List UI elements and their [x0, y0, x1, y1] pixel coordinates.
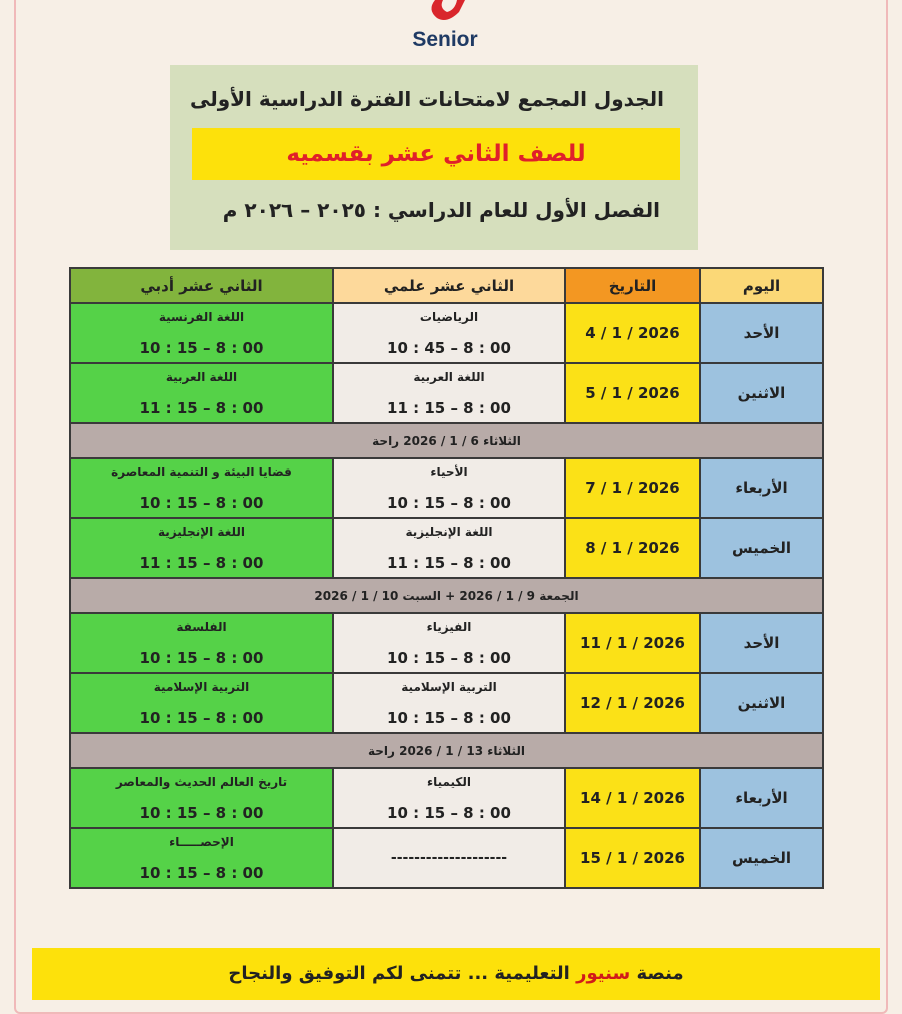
science-exam-cell [333, 363, 565, 423]
date-cell: 2026 / 1 / 4 [565, 303, 700, 363]
table-row [70, 613, 823, 673]
date-cell: 2026 / 1 / 11 [565, 613, 700, 673]
subject-name: اللغة العربية [165, 370, 238, 384]
subject-name: التربية الإسلامية [153, 680, 250, 694]
exam-schedule-table [69, 267, 824, 889]
subject-name: الكيمياء [426, 775, 472, 789]
day-cell: الخميس [700, 828, 823, 888]
subject-name: اللغة العربية [413, 370, 485, 384]
header-day: اليوم [700, 268, 823, 303]
day-cell: الأربعاء [700, 458, 823, 518]
literary-exam-cell [70, 768, 333, 828]
exam-time: 11 : 15 – 8 : 00 [387, 554, 511, 572]
year-label: الفصل الأول للعام الدراسي : [372, 198, 660, 222]
exam-time: 10 : 15 – 8 : 00 [139, 864, 264, 882]
table-row [70, 518, 823, 578]
date-cell: 2026 / 1 / 15 [565, 828, 700, 888]
science-exam-cell [333, 673, 565, 733]
literary-exam-cell [70, 613, 333, 673]
exam-time: 10 : 15 – 8 : 00 [139, 709, 264, 727]
footer-prefix: منصة [636, 963, 684, 984]
exam-time: 10 : 15 – 8 : 00 [139, 804, 264, 822]
science-exam-cell [333, 518, 565, 578]
date-cell: 2026 / 1 / 8 [565, 518, 700, 578]
exam-time: 11 : 15 – 8 : 00 [387, 399, 511, 417]
year-value: ٢٠٢٥ – ٢٠٢٦ م [222, 198, 366, 222]
science-exam-cell-empty: -------------------- [333, 828, 565, 888]
date-cell: 2026 / 1 / 12 [565, 673, 700, 733]
subject-name: التربية الإسلامية [401, 680, 497, 694]
subject-name: الفلسفة [176, 620, 227, 634]
exam-time: 11 : 15 – 8 : 00 [139, 399, 264, 417]
day-cell: الأربعاء [700, 768, 823, 828]
break-note: الجمعة 9 / 1 / 2026 + السبت 10 / 1 / 2026 [70, 578, 823, 613]
break-row [70, 733, 823, 768]
logo-text: Senior [412, 28, 478, 51]
subject-name: اللغة الإنجليزية [405, 525, 493, 539]
table-header-row [70, 268, 823, 303]
table-row [70, 458, 823, 518]
literary-exam-cell [70, 673, 333, 733]
date-cell: 2026 / 1 / 7 [565, 458, 700, 518]
literary-exam-cell [70, 828, 333, 888]
header-date: التاريخ [565, 268, 700, 303]
grade-banner: للصف الثاني عشر بقسميه [192, 128, 680, 180]
literary-exam-cell [70, 303, 333, 363]
subject-name: تاريخ العالم الحديث والمعاصر [115, 775, 288, 789]
day-cell: الاثنين [700, 673, 823, 733]
logo [395, 0, 505, 58]
exam-time: 11 : 15 – 8 : 00 [139, 554, 264, 572]
science-exam-cell [333, 303, 565, 363]
exam-time: 10 : 15 – 8 : 00 [387, 649, 511, 667]
subject-name: الرياضيات [419, 310, 479, 324]
science-exam-cell [333, 458, 565, 518]
day-cell: الأحد [700, 613, 823, 673]
exam-time: 10 : 15 – 8 : 00 [139, 339, 264, 357]
subject-name: اللغة الفرنسية [158, 310, 245, 324]
table-row [70, 828, 823, 888]
exam-time: 10 : 45 – 8 : 00 [387, 339, 511, 357]
logo-mark-icon [421, 0, 479, 30]
day-cell: الأحد [700, 303, 823, 363]
header-literary: الثاني عشر أدبي [70, 268, 333, 303]
exam-time: 10 : 15 – 8 : 00 [387, 804, 511, 822]
header-science: الثاني عشر علمي [333, 268, 565, 303]
date-cell: 2026 / 1 / 5 [565, 363, 700, 423]
table-row [70, 303, 823, 363]
academic-year [223, 198, 660, 222]
subject-name: اللغة الإنجليزية [158, 525, 245, 539]
science-exam-cell [333, 768, 565, 828]
title-box [170, 65, 698, 250]
literary-exam-cell [70, 458, 333, 518]
break-note: الثلاثاء 13 / 1 / 2026 راحة [70, 733, 823, 768]
table-row [70, 673, 823, 733]
date-cell: 2026 / 1 / 14 [565, 768, 700, 828]
literary-exam-cell [70, 518, 333, 578]
subject-name: قضايا البيئة و التنمية المعاصرة [111, 465, 292, 479]
break-note: الثلاثاء 6 / 1 / 2026 راحة [70, 423, 823, 458]
table-row [70, 768, 823, 828]
exam-time: 10 : 15 – 8 : 00 [139, 649, 264, 667]
science-exam-cell [333, 613, 565, 673]
page-title: الجدول المجمع لامتحانات الفترة الدراسية الأولى [189, 87, 664, 111]
footer-brand: سنيور [576, 963, 631, 984]
footer-banner [32, 948, 880, 1000]
exam-time: 10 : 15 – 8 : 00 [387, 494, 511, 512]
table-row [70, 363, 823, 423]
subject-name: الأحياء [430, 465, 468, 479]
literary-exam-cell [70, 363, 333, 423]
subject-name: الإحصـــــاء [169, 835, 234, 849]
break-row [70, 578, 823, 613]
exam-time: 10 : 15 – 8 : 00 [139, 494, 264, 512]
day-cell: الاثنين [700, 363, 823, 423]
day-cell: الخميس [700, 518, 823, 578]
exam-time: 10 : 15 – 8 : 00 [387, 709, 511, 727]
subject-name: الفيزياء [426, 620, 472, 634]
footer-message: التعليمية ... تتمنى لكم التوفيق والنجاح [228, 963, 570, 984]
break-row [70, 423, 823, 458]
